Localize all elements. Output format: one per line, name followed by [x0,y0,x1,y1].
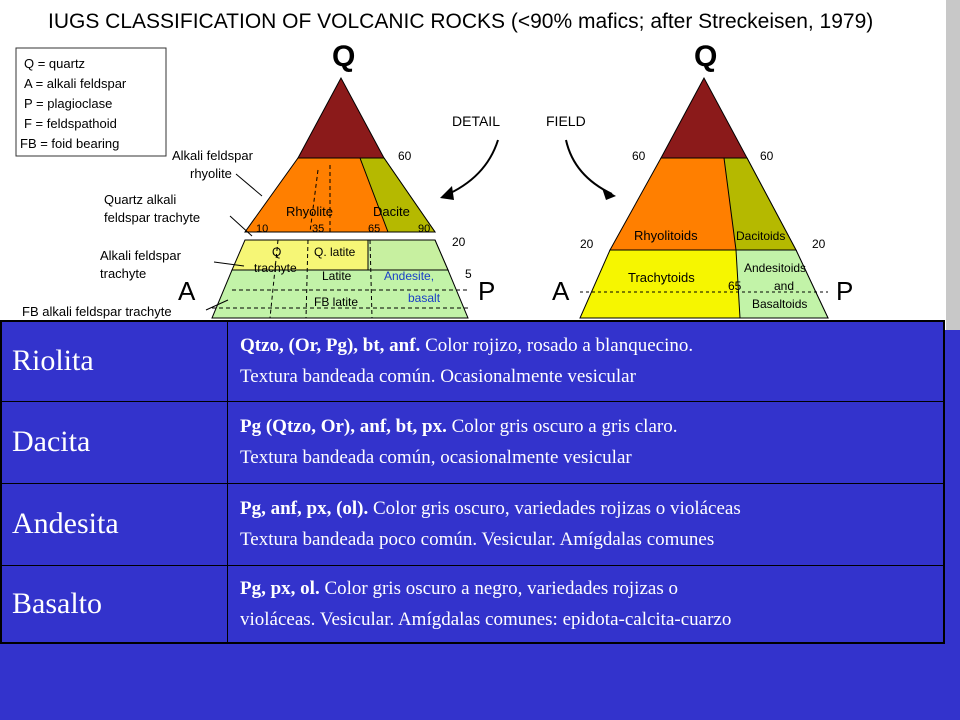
desc-line: Color rojizo, rosado a blanquecino. [420,335,694,357]
right-field-label: Trachytoids [628,270,695,285]
left-field-label: Q [272,245,282,259]
right-vertex-a: A [552,276,570,306]
desc-line: Color gris oscuro a gris claro. [446,416,678,437]
legend-item: Q = quartz [24,56,86,71]
desc-line: Textura bandeada común. Ocasionalmente vesicular [240,366,636,388]
left-field-label: Rhyolite [286,204,333,219]
right-field-label: Rhyolitoids [634,228,698,243]
left-field-label: Andesite, [384,269,435,283]
left-field-label: Dacite [373,204,410,219]
right-tick: 20 [580,237,594,251]
left-vertex-q: Q [332,40,356,73]
left-tick: 65 [368,223,381,235]
right-tick: 20 [812,237,826,251]
legend-item: A = alkali feldspar [24,76,127,91]
right-tick: 60 [760,149,774,163]
left-tick: 5 [465,267,472,281]
callout-label: Quartz alkali [104,192,177,207]
legend-box [16,48,166,156]
legend-item: FB = foid bearing [20,136,120,151]
mineral-list: Pg (Qtzo, Or), anf, bt, px. [240,416,447,437]
rock-description-table [0,320,945,644]
left-tick: 90 [418,223,431,235]
legend-item: P = plagioclase [24,96,113,111]
right-field-label: and [774,279,795,293]
left-tick: 20 [452,235,466,249]
rock-name-cell: Riolita [1,321,228,401]
desc-line: Color gris oscuro a negro, variedades rojizas o [319,577,678,599]
right-vertex-q: Q [694,40,718,73]
rock-desc-cell [228,321,945,401]
left-field-label: FB latite [314,295,359,309]
field-label: FIELD [546,113,586,129]
legend-item: F = feldspathoid [24,116,117,131]
rock-name-cell: Andesita [1,483,228,565]
left-tick: 60 [398,149,412,163]
rock-desc-cell [228,483,945,565]
right-tick: 60 [632,149,646,163]
desc-line: Color gris oscuro, variedades rojizas o violáceas [368,498,741,519]
mineral-list: Pg, px, ol. [240,577,320,599]
callout-label: Alkali feldspar [172,148,253,163]
iugs-diagram [0,0,960,330]
left-andesite-field [368,240,448,270]
right-vertex-p: P [836,276,854,306]
right-field-label: Dacitoids [736,229,786,243]
diagram-title: IUGS CLASSIFICATION OF VOLCANIC ROCKS (<90% mafics; after Streckeisen, 1979) [48,10,874,33]
callout-label: FB alkali feldspar trachyte [22,304,172,319]
left-field-label: Q. latite [314,245,356,259]
right-field-label: Andesitoids [744,261,807,275]
callout-label: rhyolite [190,166,232,181]
desc-line: Textura bandeada poco común. Vesicular. Amígdalas comunes [240,529,715,550]
mineral-list: Qtzo, (Or, Pg), bt, anf. [240,335,421,357]
desc-line: violáceas. Vesicular. Amígdalas comunes: epidota-calcita-cuarzo [240,608,732,630]
left-field-label: Latite [322,269,352,283]
left-tick: 35 [312,223,325,235]
right-tick: 65 [728,279,742,293]
left-tick: 10 [256,223,269,235]
left-vertex-p: P [478,276,496,306]
mineral-list: Pg, anf, px, (ol). [240,498,369,519]
rock-name-cell: Basalto [1,565,228,643]
callout-label: feldspar trachyte [104,210,201,225]
right-field-label: Basaltoids [752,297,808,311]
rock-desc-cell [228,565,945,643]
desc-line: Textura bandeada común, ocasionalmente vesicular [240,447,632,468]
table-row [1,483,944,565]
rock-name-cell: Dacita [1,401,228,483]
detail-label: DETAIL [452,113,500,129]
diagram-svg [0,0,960,330]
callout-label: Alkali feldspar [100,248,181,263]
table-row [1,401,944,483]
table-row [1,565,944,643]
left-vertex-a: A [178,276,196,306]
callout-label: trachyte [100,266,147,281]
table-row [1,321,944,401]
rock-desc-cell [228,401,945,483]
left-field-label: trachyte [254,261,297,275]
left-field-label: basalt [408,291,441,305]
page-edge [946,0,960,330]
